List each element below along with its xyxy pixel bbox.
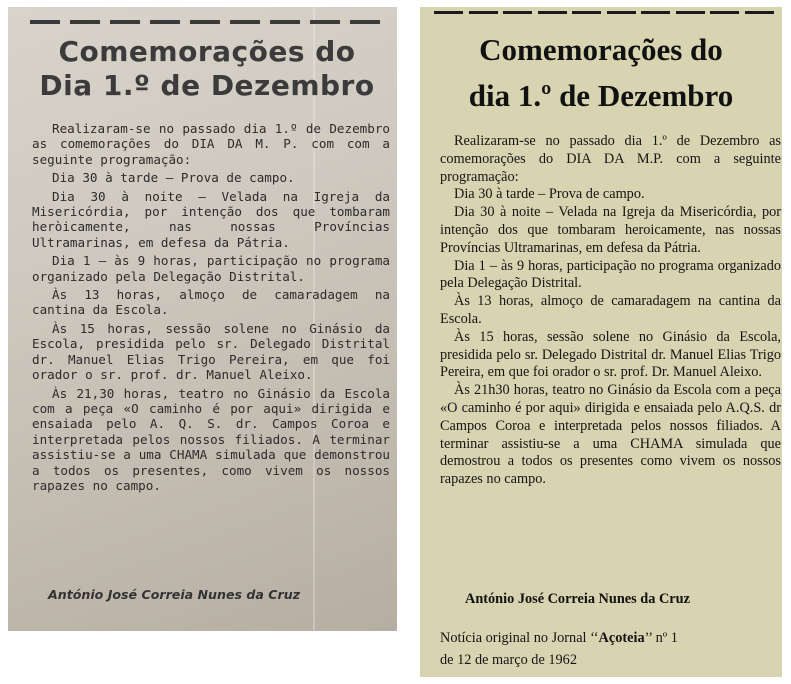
source-note-journal: Açoteia — [598, 630, 645, 646]
clipping-paragraph: Dia 30 à tarde — Prova de campo. — [52, 170, 295, 186]
source-note — [440, 627, 760, 671]
clipping-headline-line1: Comemorações do — [58, 35, 356, 68]
clipping-signature: António José Correia Nunes da Cruz — [48, 587, 301, 602]
transcription-panel — [420, 7, 782, 677]
clipping-headline — [32, 35, 382, 103]
transcription-signature: António José Correia Nunes da Cruz — [465, 591, 690, 607]
clipping-headline-line2: Dia 1.º de Dezembro — [39, 69, 375, 102]
source-note-line1 — [440, 627, 760, 649]
transcription-paragraph: Às 15 horas, sessão solene no Ginásio da Escola, presidida pelo sr. Delegado Distrital dr. Manuel Elias Trigo Pereira, em que foi orador o sr. prof. Dr. Manuel Aleixo. — [440, 328, 781, 381]
clipping-paragraph: Às 21,30 horas, teatro no Ginásio da Escola com a peça «O caminho é por aqui» dirigida e ensaiada pelo A. Q. S. dr. Campos Coroa e interpretada pelos nossos filiados. A terminar assistiu-se a uma CHAMA simulada que demonstrou a todos os presentes, como vivem os nossos rapazes no campo. — [32, 385, 390, 493]
clipping-top-rule — [30, 17, 380, 27]
transcription-headline — [420, 27, 782, 119]
transcription-body — [440, 133, 781, 489]
clipping-paragraph: Realizaram-se no passado dia 1.º de Dezembro as comemorações do DIA DA M. P. com com a seguinte programação: — [32, 121, 390, 167]
clipping-paragraph: Dia 1 — às 9 horas, participação no programa organizado pela Delegação Distrital. — [32, 253, 390, 284]
clipping-paragraph: Dia 30 à noite — Velada na Igreja da Misericórdia, por intenção dos que tombaram heròicamente, nas nossas Províncias Ultramarinas, em defesa da Pátria. — [32, 188, 390, 250]
transcription-headline-line2: dia 1.º de Dezembro — [468, 78, 734, 113]
transcription-top-rule — [434, 11, 774, 19]
clipping-body — [32, 121, 390, 496]
transcription-paragraph: Dia 1 – às 9 horas, participação no programa organizado pela Delegação Distrital. — [440, 257, 781, 292]
transcription-paragraph: Às 21h30 horas, teatro no Ginásio da Escola com a peça «O caminho é por aqui» dirigida e ensaiada pelo A.Q.S. dr Campos Coroa e interpretada pelos nossos filiados. A terminar assistiu-se a uma CHAMA simulada que demostrou a todos os presentes como vivem os nossos rapazes no campo. — [440, 382, 781, 488]
transcription-paragraph: Às 13 horas, almoço de camaradagem na cantina da Escola. — [440, 293, 781, 327]
source-note-prefix: Notícia original no Jornal ‘‘ — [440, 630, 599, 646]
transcription-paragraph: Dia 30 à tarde – Prova de campo. — [454, 186, 645, 203]
newspaper-clipping-image — [8, 7, 397, 631]
transcription-paragraph: Dia 30 à noite – Velada na Igreja da Misericórdia, por intenção dos que tombaram heroicamente, nas nossas Províncias Ultramarinas, em defesa da Pátria. — [440, 204, 781, 256]
source-note-suffix: ’’ nº 1 — [644, 630, 678, 646]
source-note-line2: de 12 de março de 1962 — [440, 652, 577, 668]
transcription-paragraph: Realizaram-se no passado dia 1.º de Dezembro as comemorações do DIA DA M.P. com a seguinte programação: — [440, 133, 781, 185]
clipping-paragraph: Às 15 horas, sessão solene no Ginásio da Escola, presidida pelo sr. Delegado Distrital dr. Manuel Elias Trigo Pereira, em que foi orador o sr. prof. dr. Manuel Aleixo. — [32, 320, 390, 383]
clipping-paragraph: Às 13 horas, almoço de camaradagem na cantina da Escola. — [32, 287, 390, 318]
transcription-headline-line1: Comemorações do — [479, 32, 723, 67]
